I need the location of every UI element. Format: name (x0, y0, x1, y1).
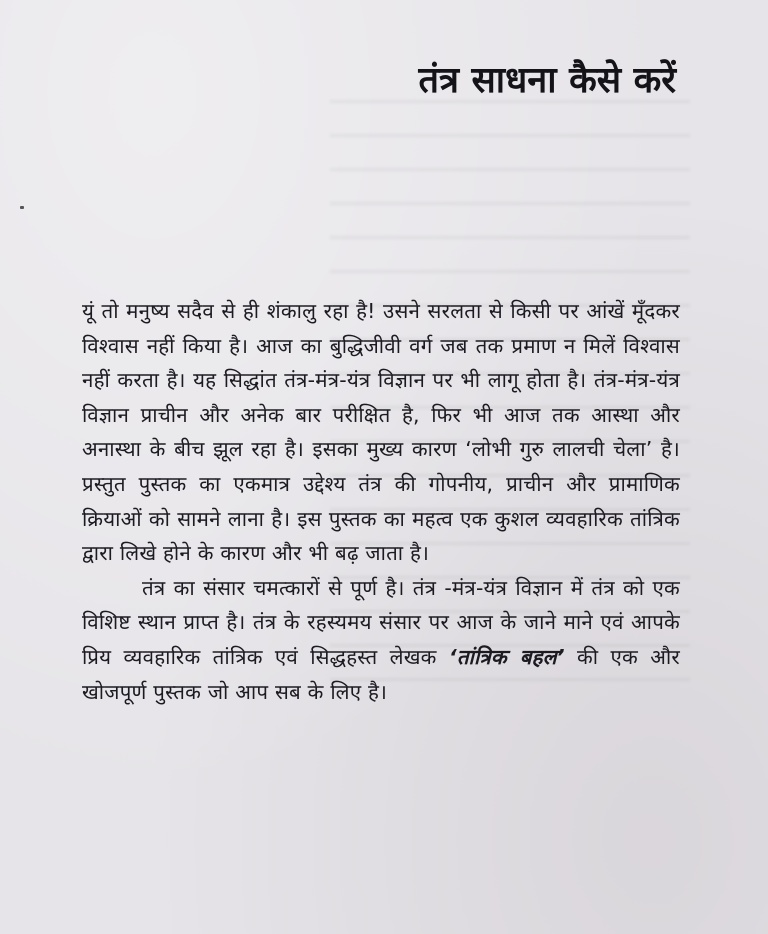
paragraph-2-text-after: की एक और खोजपूर्ण पुस्तक जो आप सब के लिए है। (82, 644, 681, 704)
ink-speck (20, 206, 24, 209)
paragraph-1: यूं तो मनुष्य सदैव से ही शंकालु रहा है! उसने सरलता से किसी पर आंखें मूँदकर विश्वास नहीं किया है। आज का बुद्धिजीवी वर्ग जब तक प्रमाण न मिलें विश्वास नहीं करता है। यह सिद्धांत तंत्र-मंत्र-यंत्र विज्ञान पर भी लागू होता है। तंत्र-मंत्र-यंत्र विज्ञान प्राचीन और अनेक बार परीक्षित है, फिर भी आज तक आस्था और अनास्था के बीच झूल रहा है। इसका मुख्य कारण ‘लोभी गुरु लालची चेला’ है। प्रस्तुत पुस्तक का एकमात्र उद्देश्य तंत्र की गोपनीय, प्राचीन और प्रामाणिक क्रियाओं को सामने लाना है। इस पुस्तक का महत्व एक कुशल व्यवहारिक तांत्रिक द्वारा लिखे होने के कारण और भी बढ़ जाता है। (82, 299, 680, 566)
page-title: तंत्र साधना कैसे करें (418, 60, 676, 102)
paragraph-2-text-before: तंत्र का संसार चमत्कारों से पूर्ण है। तंत्र -मंत्र-यंत्र विज्ञान में तंत्र को एक विशिष्ट स्थान प्राप्त है। तंत्र के रहस्यमय संसार पर आज के जाने माने एवं आपके प्रिय व्यवहारिक तांत्रिक एवं सिद्धहस्त लेखक (82, 575, 680, 669)
author-name: ‘तांत्रिक बहल’ (448, 644, 565, 669)
paragraph-2 (82, 571, 680, 709)
body-text (82, 294, 680, 709)
